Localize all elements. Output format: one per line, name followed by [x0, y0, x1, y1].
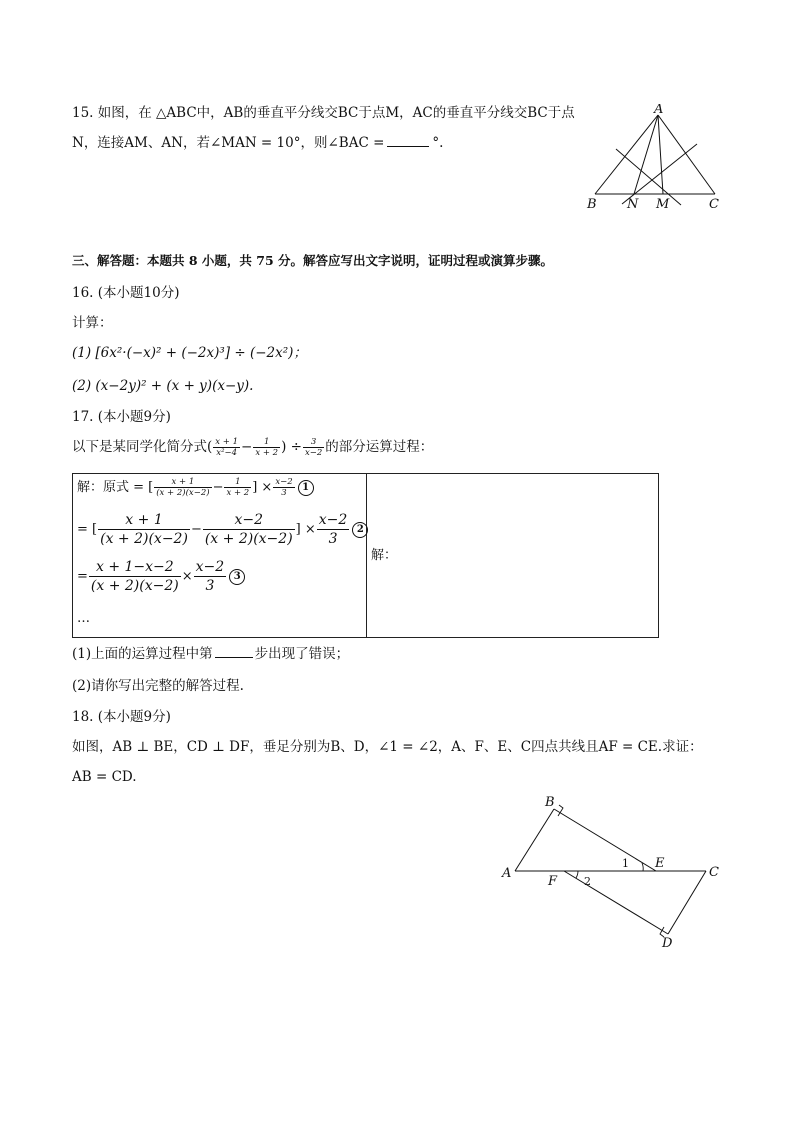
label-M: M: [656, 197, 670, 212]
denominator: 3: [205, 578, 215, 594]
numerator: x + 1: [215, 437, 239, 447]
fraction: [89, 558, 181, 595]
triangle-figure: [580, 104, 730, 216]
row2-prefix: = [: [77, 522, 98, 537]
numerator: x−2: [275, 477, 293, 487]
fraction: [273, 477, 294, 498]
label-B: B: [545, 795, 555, 810]
label-E: E: [655, 856, 665, 871]
answer-blank[interactable]: [215, 645, 253, 658]
q18-line2: AB = CD.: [72, 769, 137, 785]
q18-line1: 如图，AB ⊥ BE，CD ⊥ DF，垂足分别为B、D，∠1 = ∠2，A、F、E、C四点共线且AF = CE.求证：: [72, 739, 703, 755]
answer-blank[interactable]: [387, 134, 429, 147]
fraction: [203, 511, 295, 548]
solution-row-2: [77, 511, 368, 548]
section-title: 三、解答题：本题共 8 小题，共 75 分。解答应写出文字说明，证明过程或演算步骤。: [72, 253, 554, 268]
numerator: x−2: [318, 512, 348, 528]
angle-2-label: 2: [584, 875, 591, 888]
fraction: [224, 477, 251, 498]
step-marker-3: 3: [229, 569, 245, 585]
q17-question2: (2)请你写出完整的解答过程.: [72, 678, 244, 694]
minus-sign: −: [212, 480, 224, 495]
label-C: C: [709, 865, 719, 880]
q17-intro: [72, 437, 433, 458]
label-D: D: [662, 936, 673, 951]
denominator: (x + 2)(x−2): [156, 488, 210, 498]
numerator: x + 1−x−2: [89, 558, 181, 577]
label-N: N: [627, 197, 639, 212]
q17-head: 17. (本小题9分): [72, 409, 171, 425]
denominator: x + 2: [226, 488, 250, 498]
step-marker-1: 1: [298, 480, 314, 496]
q15-line2-end: °.: [432, 135, 444, 151]
q15-line2: [72, 134, 443, 152]
label-A: A: [654, 104, 664, 117]
label-A: A: [502, 866, 512, 881]
solution-row-3: [77, 558, 245, 595]
denominator: x + 2: [255, 448, 279, 458]
fraction: [213, 437, 240, 458]
denominator: (x + 2)(x−2): [100, 531, 188, 547]
numerator: 1: [224, 477, 251, 488]
row3-prefix: =: [77, 569, 88, 584]
label-C: C: [709, 197, 719, 212]
q15-line1: 15. 如图，在 △ABC中，AB的垂直平分线交BC于点M，AC的垂直平分线交BC于点: [72, 105, 575, 121]
denominator: 3: [328, 531, 338, 547]
denominator: (x + 2)(x−2): [204, 531, 293, 547]
minus-sign: −: [190, 522, 202, 537]
angle-1-label: 1: [622, 857, 629, 870]
fraction: [194, 558, 227, 595]
q16-part1: (1) [6x²·(−x)² + (−2x)³] ÷ (−2x²)；: [72, 345, 307, 361]
fraction: [253, 437, 280, 458]
divide-sign: ) ÷: [281, 439, 302, 455]
q16-part2: (2) (x−2y)² + (x + y)(x−y).: [72, 378, 254, 394]
fraction: [98, 511, 190, 548]
solution-row-ellipsis: …: [77, 611, 90, 626]
denominator: x−2: [304, 448, 323, 458]
times-sign: ] ×: [252, 480, 273, 495]
label-F: F: [548, 874, 558, 889]
parallelogram-figure: [498, 792, 726, 952]
numerator: x + 1: [98, 511, 190, 530]
times-sign: ×: [181, 569, 193, 584]
times-sign: ] ×: [295, 522, 316, 537]
fraction: [154, 477, 211, 498]
denominator: x²−4: [216, 448, 238, 458]
answer-label: 解：: [371, 548, 398, 563]
minus-sign: −: [241, 439, 253, 455]
solution-table: [72, 473, 659, 638]
q17-question1-text: (1)上面的运算过程中第: [72, 646, 213, 662]
numerator: x−2: [195, 559, 225, 575]
row1-prefix: 解：原式 = [: [77, 480, 154, 495]
solution-right-cell[interactable]: [367, 474, 657, 637]
q18-head: 18. (本小题9分): [72, 709, 171, 725]
q16-intro: 计算：: [72, 315, 113, 331]
step-marker-2: 2: [352, 522, 368, 538]
numerator: 3: [303, 437, 324, 448]
denominator: 3: [281, 488, 287, 498]
numerator: x + 1: [154, 477, 211, 488]
numerator: x−2: [203, 511, 295, 530]
q16-head: 16. (本小题10分): [72, 285, 180, 301]
fraction: [317, 511, 350, 548]
q15-line2-text: N，连接AM、AN，若∠MAN = 10°，则∠BAC =: [72, 135, 385, 151]
solution-left-cell: [73, 474, 367, 637]
label-B: B: [587, 197, 597, 212]
numerator: 1: [253, 437, 280, 448]
q17-intro-text: 以下是某同学化简分式(: [72, 439, 213, 455]
q17-question1-end: 步出现了错误；: [254, 646, 350, 662]
q17-intro-end: 的部分运算过程：: [325, 439, 434, 455]
solution-row-1: [77, 476, 314, 498]
q17-question1: [72, 645, 349, 663]
fraction: [303, 437, 324, 458]
denominator: (x + 2)(x−2): [90, 578, 179, 594]
